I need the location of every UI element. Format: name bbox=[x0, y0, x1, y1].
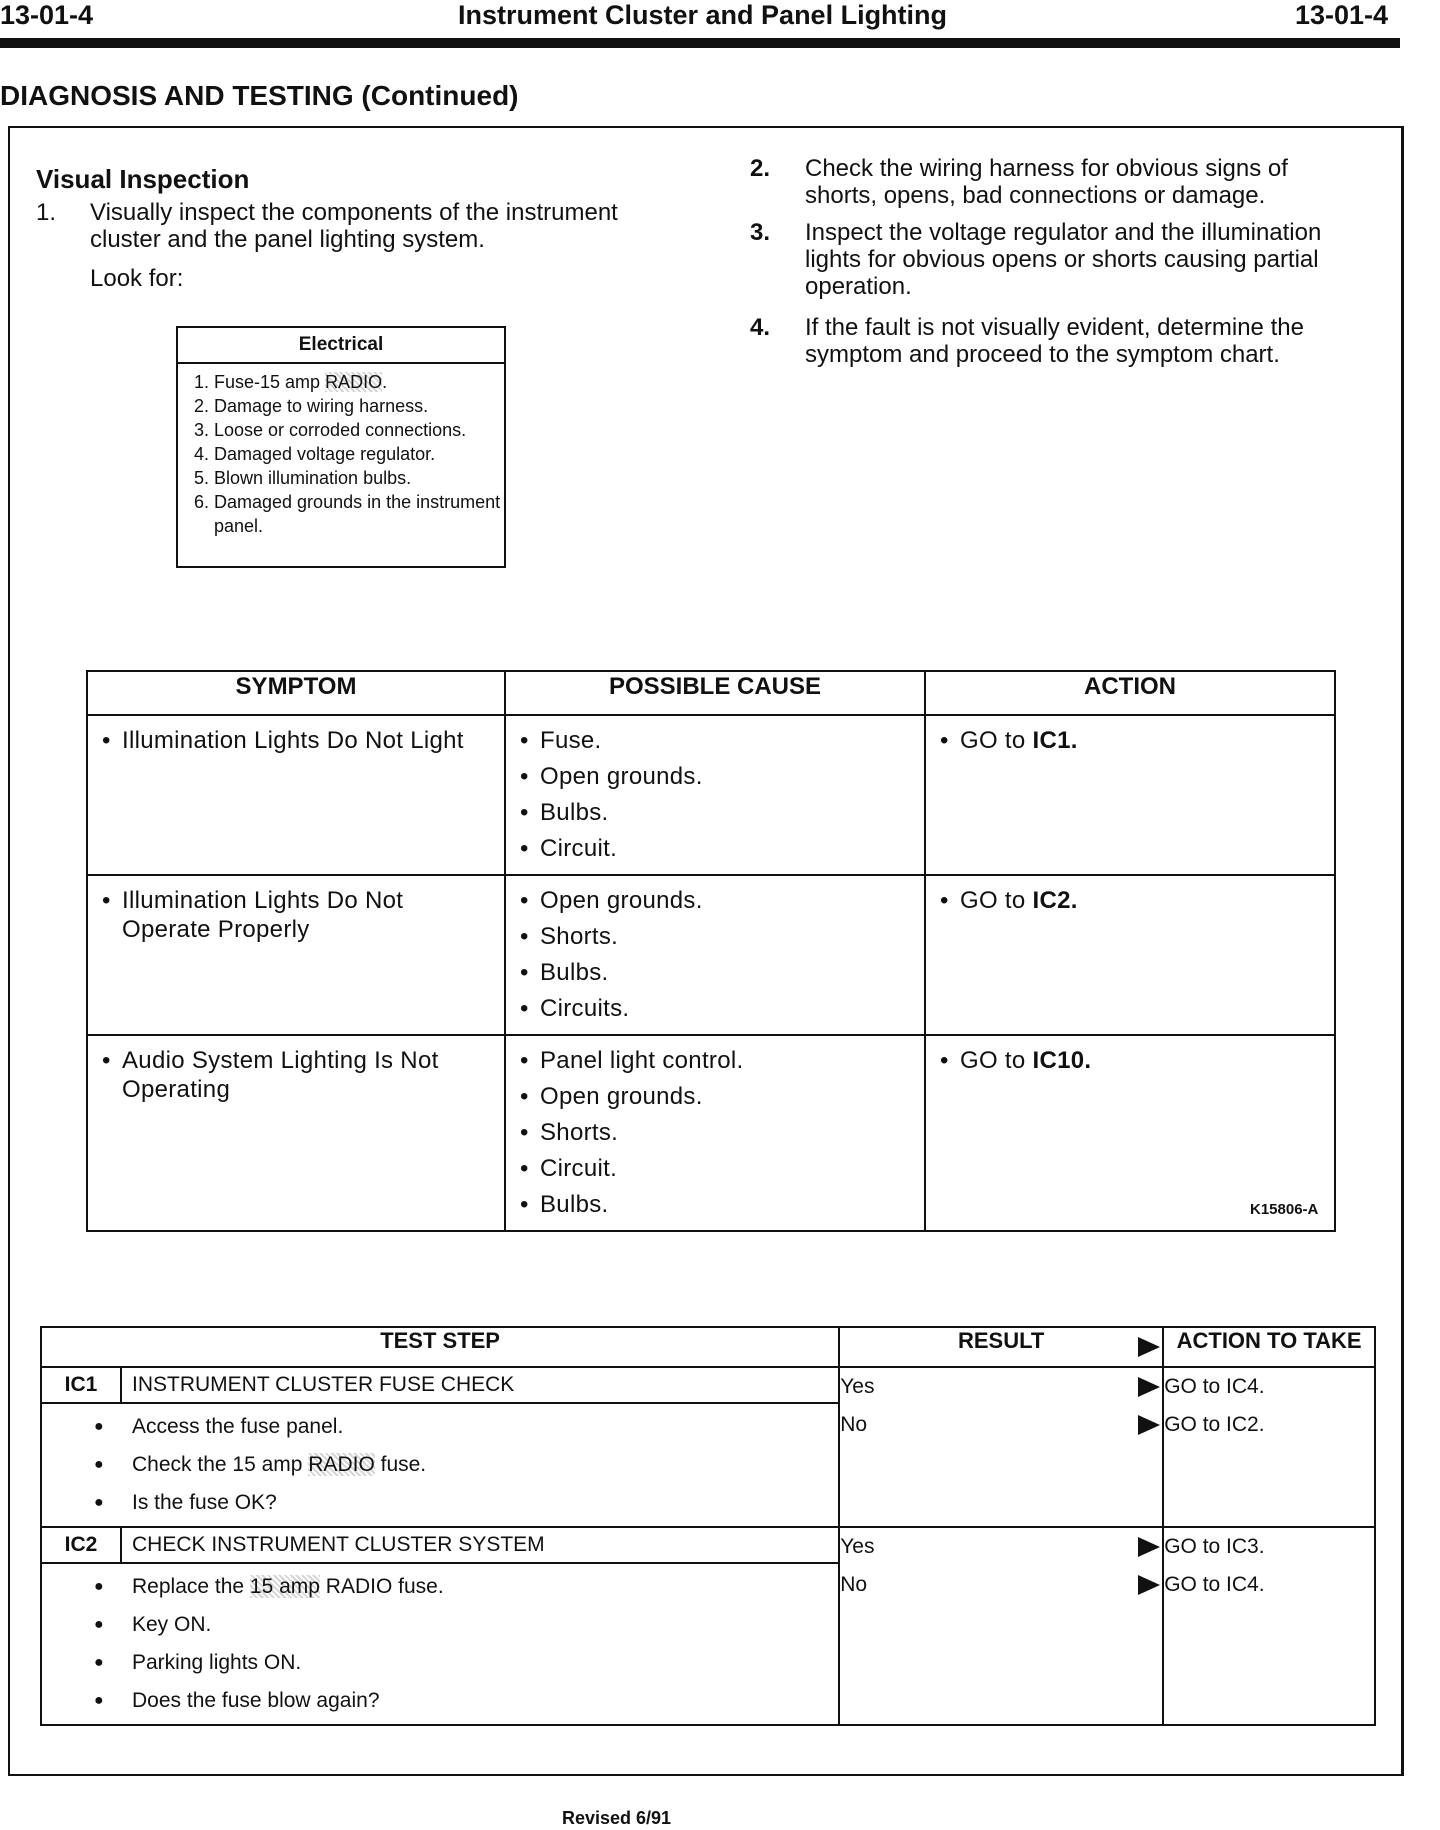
result-arrow-icon bbox=[1138, 1377, 1160, 1397]
result-arrow-icon bbox=[1138, 1575, 1160, 1595]
electrical-item bbox=[194, 442, 504, 466]
look-for-label: Look for: bbox=[90, 265, 184, 292]
test-step-ic1-header-row bbox=[41, 1367, 1375, 1403]
cause-item: • Open grounds. bbox=[518, 762, 914, 791]
test-step-bullet bbox=[132, 1484, 838, 1522]
symptom-list bbox=[100, 886, 494, 944]
inspection-step-number: 4. bbox=[750, 314, 771, 341]
symptom-header: SYMPTOM bbox=[87, 671, 505, 715]
inspection-step-text: If the fault is not visually evident, determine the symptom and proceed to the symptom chart. bbox=[805, 314, 1304, 368]
symptom-cell bbox=[87, 875, 505, 1035]
test-step-bullet-text-end: fuse. bbox=[374, 1453, 427, 1476]
electrical-item-number: 5. bbox=[194, 468, 210, 488]
test-step-title: INSTRUMENT CLUSTER FUSE CHECK bbox=[121, 1367, 839, 1403]
electrical-item-text: Damaged grounds in the instrument panel. bbox=[214, 492, 501, 536]
cause-cell bbox=[505, 1035, 925, 1231]
cause-item: • Bulbs. bbox=[518, 958, 914, 987]
electrical-heading: Electrical bbox=[178, 328, 504, 364]
cause-item: • Circuits. bbox=[518, 994, 914, 1023]
electrical-item-text: Blown illumination bulbs. bbox=[214, 468, 412, 488]
result-label: Yes bbox=[840, 1535, 875, 1558]
symptom-chart bbox=[86, 670, 1336, 1232]
test-step-header: TEST STEP bbox=[41, 1327, 839, 1367]
result-arrow-icon bbox=[1138, 1337, 1160, 1357]
action-ref: IC10. bbox=[1032, 1047, 1092, 1074]
inspection-step-text: Inspect the voltage regulator and the illumination lights for obvious opens or shorts causing partial operation. bbox=[805, 219, 1322, 300]
visual-inspection-title: Visual Inspection bbox=[36, 164, 250, 194]
action-cell bbox=[925, 875, 1335, 1035]
result-row bbox=[840, 1368, 1162, 1406]
symptom-cell bbox=[87, 715, 505, 875]
symptom-list bbox=[100, 1046, 494, 1104]
test-step-bullets bbox=[42, 1564, 838, 1724]
cause-item: • Shorts. bbox=[518, 1118, 914, 1147]
inspection-step-text: Check the wiring harness for obvious signs of shorts, opens, bad connections or damage. bbox=[805, 155, 1288, 209]
test-step-bullet bbox=[132, 1644, 838, 1682]
result-cell bbox=[839, 1527, 1163, 1725]
test-step-bullet bbox=[132, 1446, 838, 1484]
test-step-bullet bbox=[132, 1408, 838, 1446]
action-to-take-header: ACTION TO TAKE bbox=[1163, 1327, 1375, 1367]
action-list bbox=[938, 886, 1324, 915]
result-header bbox=[839, 1327, 1163, 1367]
result-arrow-icon bbox=[1138, 1415, 1160, 1435]
cause-cell bbox=[505, 875, 925, 1035]
result-row bbox=[840, 1528, 1162, 1566]
header-rule bbox=[0, 38, 1400, 48]
action-text: GO to bbox=[960, 1047, 1033, 1074]
symptom-row bbox=[87, 715, 1335, 875]
electrical-item-highlighted: RADIO bbox=[325, 372, 383, 392]
result-cell bbox=[839, 1367, 1163, 1527]
electrical-item bbox=[194, 490, 504, 538]
action-ref: IC1. bbox=[1032, 727, 1078, 754]
inspection-step-number: 2. bbox=[750, 155, 771, 182]
section-title: DIAGNOSIS AND TESTING (Continued) bbox=[0, 80, 519, 111]
possible-cause-header: POSSIBLE CAUSE bbox=[505, 671, 925, 715]
symptom-text: • Illumination Lights Do Not Operate Properly bbox=[100, 886, 494, 944]
action-to-take-cell bbox=[1163, 1367, 1375, 1527]
test-step-bullet-highlighted: 15 amp bbox=[249, 1575, 320, 1598]
cause-item: • Fuse. bbox=[518, 726, 914, 755]
result-label: Yes bbox=[840, 1375, 875, 1398]
action-list bbox=[938, 726, 1324, 755]
test-step-bullet bbox=[132, 1606, 838, 1644]
electrical-item bbox=[194, 370, 504, 394]
test-step-bullets bbox=[42, 1404, 838, 1526]
result-row bbox=[840, 1566, 1162, 1604]
action-cell bbox=[925, 715, 1335, 875]
electrical-item-number: 6. bbox=[194, 492, 210, 512]
action-to-take-cell bbox=[1163, 1527, 1375, 1725]
cause-item: • Circuit. bbox=[518, 834, 914, 863]
electrical-item bbox=[194, 418, 504, 442]
result-arrow-icon bbox=[1138, 1537, 1160, 1557]
electrical-item-text: Damage to wiring harness. bbox=[214, 396, 429, 416]
result-label: No bbox=[840, 1573, 868, 1596]
action-header: ACTION bbox=[925, 671, 1335, 715]
cause-item: • Bulbs. bbox=[518, 1190, 914, 1219]
test-step-title: CHECK INSTRUMENT CLUSTER SYSTEM bbox=[121, 1527, 839, 1563]
test-step-code: IC1 bbox=[41, 1367, 121, 1403]
test-step-bullet-text: Check the 15 amp bbox=[132, 1453, 309, 1476]
test-step-bullet-text: Parking lights ON. bbox=[132, 1651, 302, 1674]
electrical-item bbox=[194, 466, 504, 490]
page-number-left: 13-01-4 bbox=[0, 0, 94, 30]
action-text: GO to bbox=[960, 887, 1033, 914]
test-step-bullet bbox=[132, 1568, 838, 1606]
revision-footer: Revised 6/91 bbox=[562, 1808, 672, 1828]
page-number-right: 13-01-4 bbox=[1295, 0, 1389, 30]
symptom-row bbox=[87, 1035, 1335, 1231]
symptom-cell bbox=[87, 1035, 505, 1231]
symptom-text: • Audio System Lighting Is Not Operating bbox=[100, 1046, 494, 1104]
cause-list bbox=[518, 1046, 914, 1219]
cause-item: • Panel light control. bbox=[518, 1046, 914, 1075]
inspection-step-number: 3. bbox=[750, 219, 771, 246]
test-step-ic2-header-row bbox=[41, 1527, 1375, 1563]
test-step-bullet-text: Access the fuse panel. bbox=[132, 1415, 344, 1438]
cause-item: • Bulbs. bbox=[518, 798, 914, 827]
electrical-item bbox=[194, 394, 504, 418]
action-text: GO to bbox=[960, 727, 1033, 754]
test-step-bullet-text: Does the fuse blow again? bbox=[132, 1689, 380, 1712]
cause-item: • Open grounds. bbox=[518, 886, 914, 915]
action-item bbox=[938, 886, 1324, 915]
test-step-bullet-text: Replace the bbox=[132, 1575, 250, 1598]
electrical-list bbox=[178, 364, 504, 538]
test-step-instructions bbox=[41, 1563, 839, 1725]
electrical-item-text-end: . bbox=[382, 372, 388, 392]
action-item bbox=[938, 1046, 1324, 1075]
result-header-label: RESULT bbox=[958, 1328, 1045, 1353]
result-label: No bbox=[840, 1413, 868, 1436]
cause-item: • Shorts. bbox=[518, 922, 914, 951]
step-1-number: 1. bbox=[36, 199, 57, 226]
symptom-list bbox=[100, 726, 494, 755]
test-step-table bbox=[40, 1326, 1376, 1726]
cause-item: • Open grounds. bbox=[518, 1082, 914, 1111]
test-step-bullet-text: Is the fuse OK? bbox=[132, 1491, 277, 1514]
electrical-item-text: Fuse-15 amp bbox=[214, 372, 326, 392]
action-to-take-item: GO to IC3. bbox=[1164, 1535, 1265, 1558]
page-header-title: Instrument Cluster and Panel Lighting bbox=[458, 0, 948, 30]
result-row bbox=[840, 1406, 1162, 1444]
cause-list bbox=[518, 886, 914, 1023]
action-item bbox=[938, 726, 1324, 755]
electrical-item-text: Damaged voltage regulator. bbox=[214, 444, 436, 464]
action-to-take-item: GO to IC2. bbox=[1164, 1413, 1265, 1436]
electrical-checklist bbox=[176, 326, 506, 568]
cause-item: • Circuit. bbox=[518, 1154, 914, 1183]
test-step-code: IC2 bbox=[41, 1527, 121, 1563]
action-ref: IC2. bbox=[1032, 887, 1078, 914]
action-to-take-item: GO to IC4. bbox=[1164, 1375, 1265, 1398]
figure-id: K15806-A bbox=[1250, 1201, 1319, 1218]
test-step-bullet bbox=[132, 1682, 838, 1720]
action-to-take-item: GO to IC4. bbox=[1164, 1573, 1265, 1596]
step-1-text: Visually inspect the components of the instrument cluster and the panel lighting system. bbox=[90, 199, 618, 253]
electrical-item-number: 4. bbox=[194, 444, 210, 464]
symptom-text: • Illumination Lights Do Not Light bbox=[100, 726, 494, 755]
electrical-item-number: 3. bbox=[194, 420, 210, 440]
cause-cell bbox=[505, 715, 925, 875]
action-list bbox=[938, 1046, 1324, 1075]
cause-list bbox=[518, 726, 914, 863]
symptom-row bbox=[87, 875, 1335, 1035]
electrical-item-number: 2. bbox=[194, 396, 210, 416]
test-step-bullet-text-end: RADIO fuse. bbox=[319, 1575, 444, 1598]
electrical-item-text: Loose or corroded connections. bbox=[214, 420, 467, 440]
test-step-bullet-text: Key ON. bbox=[132, 1613, 212, 1636]
test-step-bullet-highlighted: RADIO bbox=[308, 1453, 375, 1476]
test-step-instructions bbox=[41, 1403, 839, 1527]
electrical-item-number: 1. bbox=[194, 372, 210, 392]
